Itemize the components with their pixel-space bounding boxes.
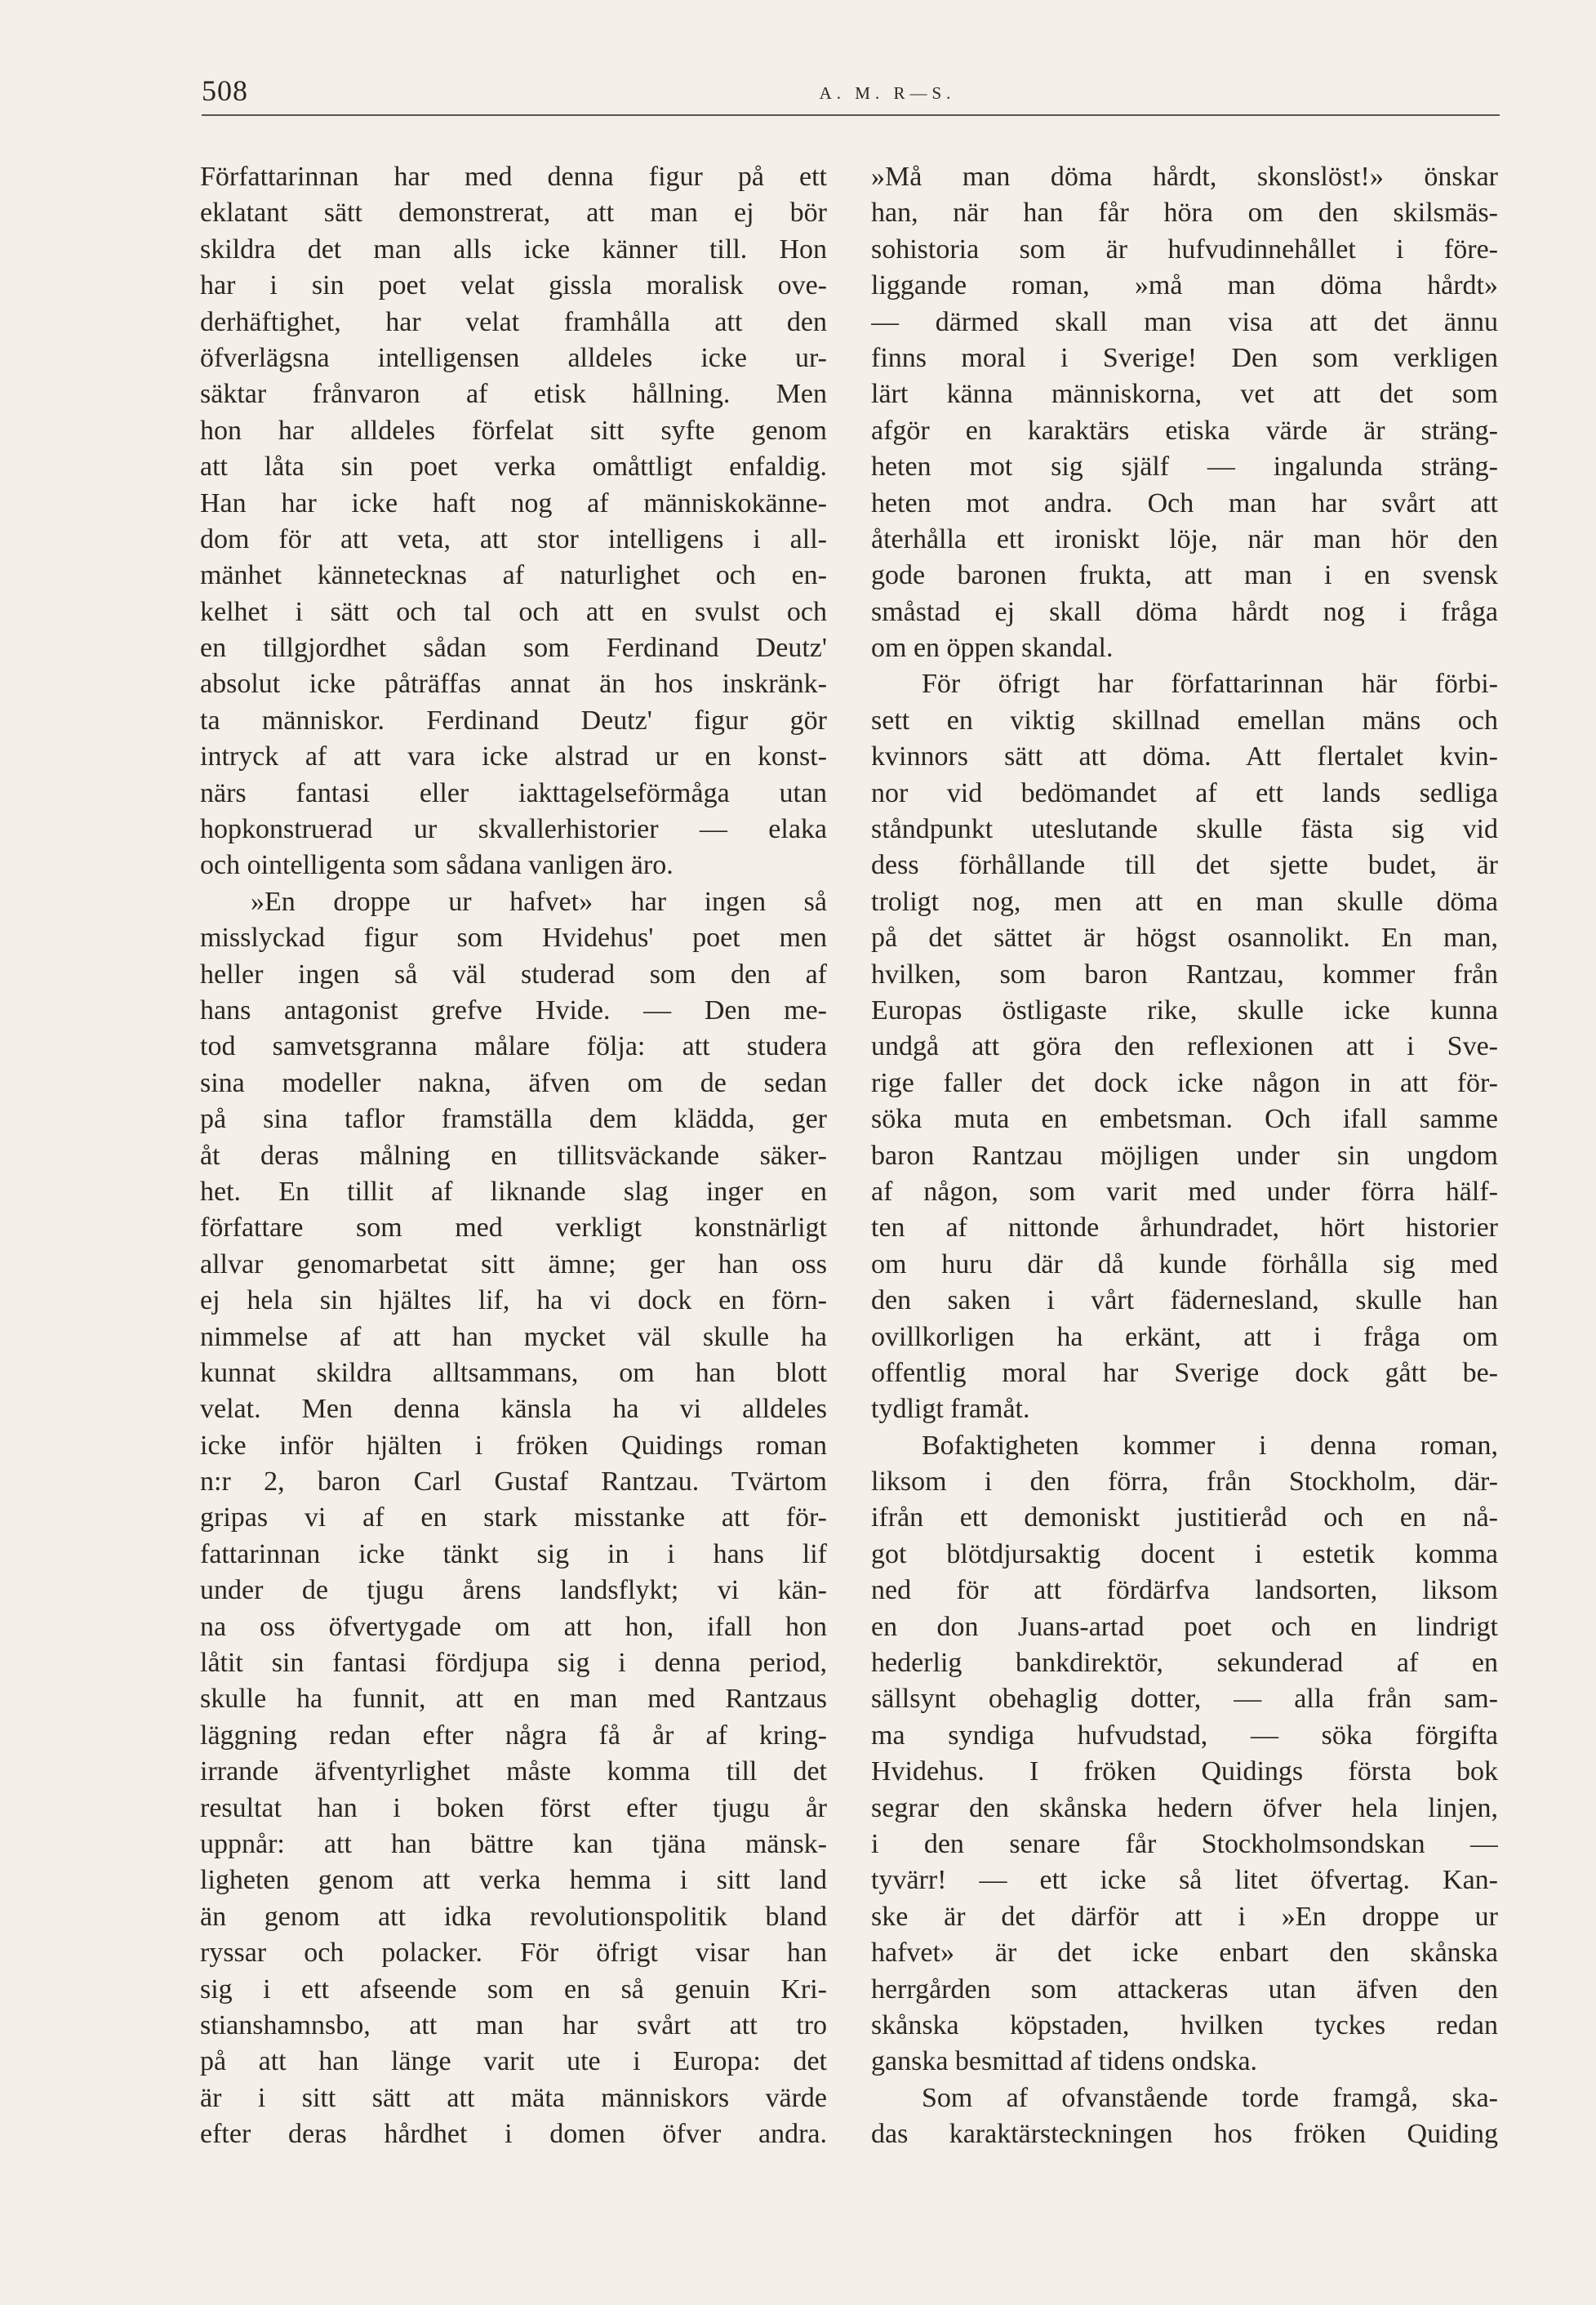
text-line: Bofaktigheten kommer i denna roman, [922, 1430, 1498, 1461]
text-line: sig i ett afseende som en så genuin Kri- [200, 1973, 827, 2005]
text-line: åt deras målning en tillitsväckande säker- [200, 1140, 827, 1171]
text-line: om huru där då kunde förhålla sig med [871, 1248, 1498, 1279]
text-line: hon har alldeles förfelat sitt syfte genom [200, 415, 827, 446]
text-line: af någon, som varit med under förra hälf- [871, 1176, 1498, 1207]
text-line: heten mot andra. Och man har svårt att [871, 487, 1498, 518]
text-line: söka muta en embetsman. Och ifall samme [871, 1104, 1498, 1135]
text-line: eklatant sätt demonstrerat, att man ej bör [200, 198, 827, 229]
text-line: Författarinnan har med denna figur på ett [200, 162, 827, 192]
text-line: misslyckad figur som Hvidehus' poet men [200, 923, 827, 954]
text-line: heten mot sig själf — ingalunda sträng- [871, 452, 1498, 483]
text-line: nimmelse af att han mycket väl skulle ha [200, 1321, 827, 1352]
text-line: ske är det därför att i »En droppe ur [871, 1901, 1498, 1932]
text-line: den saken i vårt fädernesland, skulle han [871, 1285, 1498, 1316]
text-line: ifrån ett demoniskt justitieråd och en nå- [871, 1502, 1498, 1533]
text-line: mänhet kännetecknas af naturlighet och en- [200, 560, 827, 591]
text-line: ryssar och polacker. För öfrigt visar han [200, 1938, 827, 1969]
text-line: liksom i den förra, från Stockholm, där- [871, 1466, 1498, 1497]
text-line: fattarinnan icke tänkt sig in i hans lif [200, 1538, 827, 1569]
text-line: Som af ofvanstående torde framgå, ska- [922, 2082, 1498, 2113]
text-line: efter deras hårdhet i domen öfver andra. [200, 2119, 827, 2150]
text-line: intryck af att vara icke alstrad ur en konst- [200, 741, 827, 772]
text-line: författare som med verkligt konstnärligt [200, 1213, 827, 1244]
text-line: gripas vi af en stark misstanke att för- [200, 1502, 827, 1533]
text-line: ten af nittonde århundradet, hört historier [871, 1213, 1498, 1244]
text-line: skulle ha funnit, att en man med Rantzaus [200, 1684, 827, 1715]
text-line: Hvidehus. I fröken Quidings första bok [871, 1756, 1498, 1787]
text-line: ma syndiga hufvudstad, — söka förgifta [871, 1720, 1498, 1751]
text-line: sällsynt obehaglig dotter, — alla från sam- [871, 1684, 1498, 1715]
text-line: das karaktärsteckningen hos fröken Quiding [871, 2119, 1498, 2150]
text-line: har i sin poet velat gissla moralisk ove- [200, 270, 827, 301]
text-line: ståndpunkt uteslutande skulle fästa sig vid [871, 814, 1498, 845]
text-line: på det sättet är högst osannolikt. En man, [871, 923, 1498, 954]
text-line: ligheten genom att verka hemma i sitt land [200, 1865, 827, 1896]
text-line: sett en viktig skillnad emellan mäns och [871, 705, 1498, 736]
text-line: tyvärr! — ett icke så litet öfvertag. Kan- [871, 1865, 1498, 1896]
text-line: För öfrigt har författarinnan här förbi- [922, 669, 1498, 700]
text-line: hvilken, som baron Rantzau, kommer från [871, 959, 1498, 990]
text-line: derhäftighet, har velat framhålla att den [200, 306, 827, 337]
text-line: gode baronen frukta, att man i en svensk [871, 560, 1498, 591]
text-line: säktar frånvaron af etisk hållning. Men [200, 379, 827, 410]
text-line: offentlig moral har Sverige dock gått be- [871, 1357, 1498, 1388]
right-column [871, 159, 1498, 2152]
text-line: »Må man döma hårdt, skonslöst!» önskar [871, 162, 1498, 192]
text-line: dess förhållande till det sjette budet, är [871, 850, 1498, 881]
header-rule [202, 114, 1500, 116]
text-line: hafvet» är det icke enbart den skånska [871, 1938, 1498, 1969]
text-line: om en öppen skandal. [871, 633, 1114, 664]
text-line: en don Juans-artad poet och en lindrigt [871, 1611, 1498, 1642]
text-line: på att han länge varit ute i Europa: det [200, 2046, 827, 2077]
text-line: tydligt framåt. [871, 1394, 1030, 1425]
text-line: het. En tillit af liknande slag inger en [200, 1176, 827, 1207]
text-line: heller ingen så väl studerad som den af [200, 959, 827, 990]
text-line: velat. Men denna känsla ha vi alldeles [200, 1394, 827, 1425]
text-line: nor vid bedömandet af ett lands sedliga [871, 777, 1498, 808]
text-line: ovillkorligen ha erkänt, att i fråga om [871, 1321, 1498, 1352]
text-line: under de tjugu årens landsflykt; vi kän- [200, 1575, 827, 1606]
text-line: Han har icke haft nog af människokänne- [200, 487, 827, 518]
text-line: i den senare får Stockholmsondskan — [871, 1828, 1498, 1859]
text-line: och ointelligenta som sådana vanligen äro. [200, 850, 674, 881]
text-line: absolut icke påträffas annat än hos inskränk- [200, 669, 827, 700]
text-line: undgå att göra den reflexionen att i Sve- [871, 1031, 1498, 1062]
text-line: hans antagonist grefve Hvide. — Den me- [200, 995, 827, 1026]
text-line: »En droppe ur hafvet» har ingen så [251, 886, 827, 917]
text-line: tod samvetsgranna målare följa: att studera [200, 1031, 827, 1062]
left-column [200, 159, 827, 2152]
text-line: afgör en karaktärs etiska värde är sträng- [871, 415, 1498, 446]
text-line: got blötdjursaktig docent i estetik komma [871, 1538, 1498, 1569]
text-line: na oss öfvertygade om att hon, ifall hon [200, 1611, 827, 1642]
text-line: läggning redan efter några få år af kring- [200, 1720, 827, 1751]
text-line: herrgården som attackeras utan äfven den [871, 1973, 1498, 2005]
text-line: hopkonstruerad ur skvallerhistorier — elaka [200, 814, 827, 845]
text-line: sina modeller nakna, äfven om de sedan [200, 1067, 827, 1098]
text-line: liggande roman, »må man döma hårdt» [871, 270, 1498, 301]
text-line: hederlig bankdirektör, sekunderad af en [871, 1648, 1498, 1679]
text-line: kelhet i sätt och tal och att en svulst och [200, 596, 827, 627]
text-line: — därmed skall man visa att det ännu [871, 306, 1498, 337]
running-head: A. M. R—S. [819, 83, 956, 103]
text-line: närs fantasi eller iakttagelseförmåga utan [200, 777, 827, 808]
text-line: småstad ej skall döma hårdt nog i fråga [871, 596, 1498, 627]
text-line: icke inför hjälten i fröken Quidings roman [200, 1430, 827, 1461]
text-line: allvar genomarbetat sitt ämne; ger han oss [200, 1248, 827, 1279]
text-line: ej hela sin hjältes lif, ha vi dock en förn- [200, 1285, 827, 1316]
text-line: skildra det man alls icke känner till. Hon [200, 234, 827, 265]
text-line: segrar den skånska hedern öfver hela linjen, [871, 1792, 1498, 1823]
page-number: 508 [202, 74, 248, 107]
text-line: öfverlägsna intelligensen alldeles icke ur- [200, 342, 827, 373]
text-line: skånska köpstaden, hvilken tyckes redan [871, 2009, 1498, 2040]
text-line: att låta sin poet verka omåttligt enfaldig. [200, 452, 827, 483]
text-line: låtit sin fantasi fördjupa sig i denna period, [200, 1648, 827, 1679]
text-line: rige faller det dock icke någon in att för- [871, 1067, 1498, 1098]
text-line: finns moral i Sverige! Den som verkligen [871, 342, 1498, 373]
text-line: resultat han i boken först efter tjugu år [200, 1792, 827, 1823]
text-line: än genom att idka revolutionspolitik bland [200, 1901, 827, 1932]
text-line: kvinnors sätt att döma. Att flertalet kvin- [871, 741, 1498, 772]
text-line: återhålla ett ironiskt löje, när man hör den [871, 523, 1498, 554]
text-line: han, när han får höra om den skilsmäs- [871, 198, 1498, 229]
text-line: ned för att fördärfva landsorten, liksom [871, 1575, 1498, 1606]
text-line: baron Rantzau möjligen under sin ungdom [871, 1140, 1498, 1171]
text-line: ganska besmittad af tidens ondska. [871, 2046, 1258, 2077]
text-line: en tillgjordhet sådan som Ferdinand Deutz' [200, 633, 827, 664]
text-line: sohistoria som är hufvudinnehållet i före- [871, 234, 1498, 265]
text-line: uppnår: att han bättre kan tjäna mänsk- [200, 1828, 827, 1859]
text-line: Europas östligaste rike, skulle icke kunna [871, 995, 1498, 1026]
text-line: på sina taflor framställa dem klädda, ger [200, 1104, 827, 1135]
text-line: lärt känna människorna, vet att det som [871, 379, 1498, 410]
text-line: ta människor. Ferdinand Deutz' figur gör [200, 705, 827, 736]
text-line: troligt nog, men att en man skulle döma [871, 886, 1498, 917]
text-line: dom för att veta, att stor intelligens i all- [200, 523, 827, 554]
text-line: är i sitt sätt att mäta människors värde [200, 2082, 827, 2113]
text-line: irrande äfventyrlighet måste komma till det [200, 1756, 827, 1787]
text-line: stianshamnsbo, att man har svårt att tro [200, 2009, 827, 2040]
text-line: n:r 2, baron Carl Gustaf Rantzau. Tvärtom [200, 1466, 827, 1497]
text-line: kunnat skildra alltsammans, om han blott [200, 1357, 827, 1388]
